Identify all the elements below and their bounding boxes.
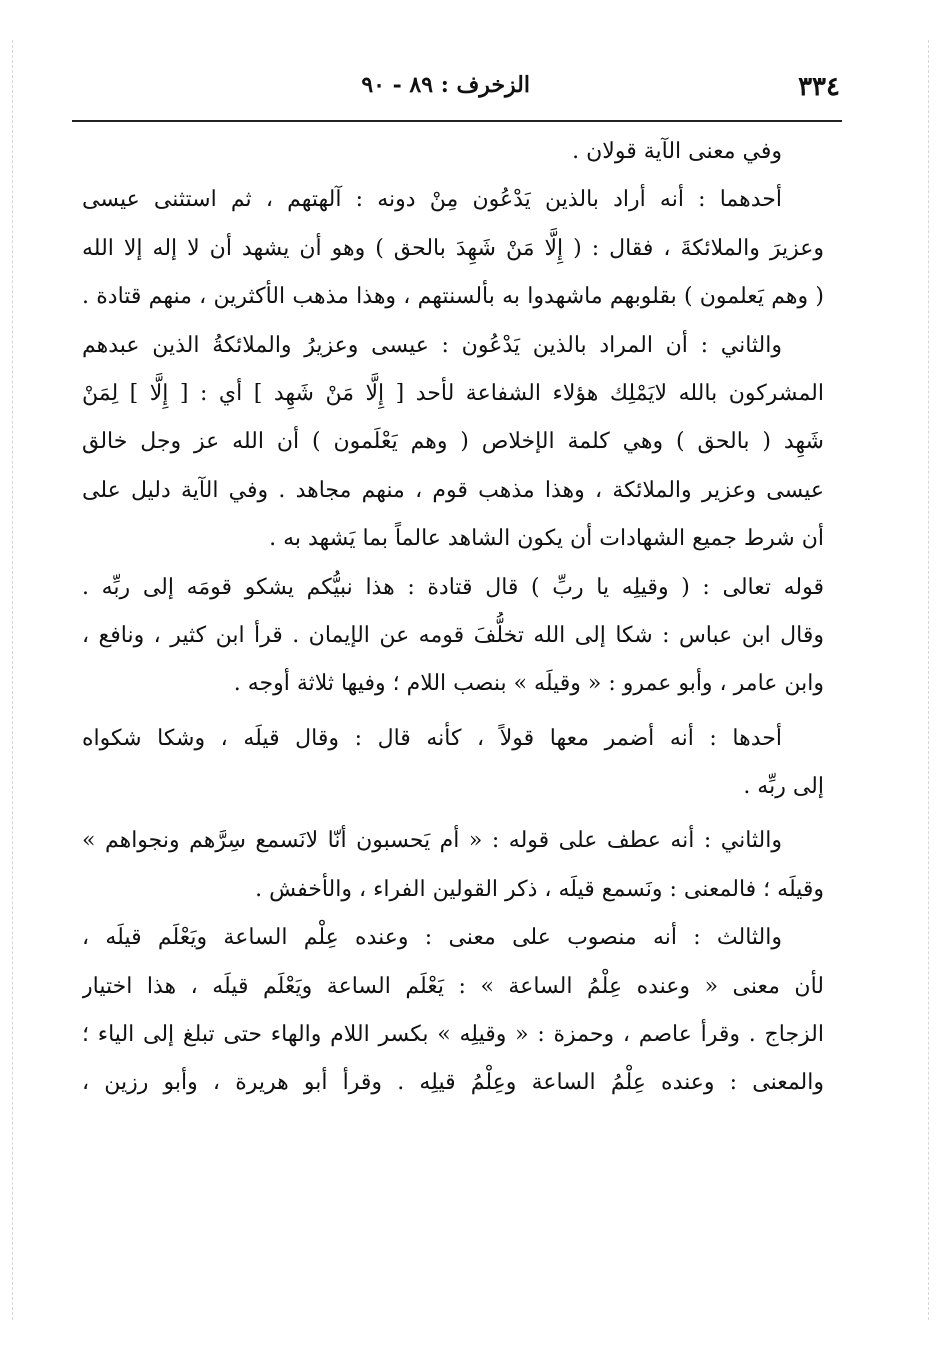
text-line: أحدهما : أنه أراد بالذين يَدْعُون مِنْ دونه : آلهتهم ، ثم استثنى عيسى [82, 187, 782, 213]
text-line: والثالث : أنه منصوب على معنى : وعنده عِلْم الساعة ويَعْلَم قيلَه ، [82, 925, 782, 951]
text-line: وقيلَه ؛ فالمعنى : ونَسمع قيلَه ، ذكر القولين الفراء ، والأخفش . [255, 876, 824, 902]
text-line: عيسى وعزير والملائكة ، وهذا مذهب قوم ، منهم مجاهد . وفي الآية دليل على [82, 477, 824, 503]
text-line: والثاني : أنه عطف على قوله : « أم يَحسبون أنّا لانَسمع سِرَّهم ونجواهم » [82, 828, 782, 854]
text-line: إلى ربِّه . [743, 774, 824, 800]
text-line: والمعنى : وعنده عِلْمُ الساعة وعِلْمُ قيلِه . وقرأ أبو هريرة ، وأبو رزين ، [82, 1070, 824, 1096]
page-header [80, 68, 840, 108]
text-line: أحدها : أنه أضمر معها قولاً ، كأنه قال : وقال قيلَه ، وشكا شكواه [82, 725, 782, 751]
text-line: المشركون بالله لايَمْلِك هؤلاء الشفاعة لأحد [ إِلَّا مَنْ شَهِد ] أي : [ إِلَّا ] لِمَنْ [82, 380, 824, 406]
page-number: ٣٣٤ [798, 72, 840, 102]
text-line: قوله تعالى : ( وقيلِه يا ربِّ ) قال قتادة : هذا نبيُّكم يشكو قومَه إلى ربِّه . [82, 574, 824, 600]
body-text [82, 128, 824, 1108]
text-line: شَهِد ( بالحق ) وهي كلمة الإخلاص ( وهم يَعْلَمون ) أن الله عز وجل خالق [82, 429, 824, 455]
running-title: الزخرف : ٨٩ - ٩٠ [361, 72, 530, 98]
margin-dash-left [12, 40, 13, 1320]
text-line: وفي معنى الآية قولان . [572, 139, 782, 164]
text-line: ( وهم يَعلمون ) بقلوبهم ماشهدوا به بألسنتهم ، وهذا مذهب الأكثرين ، منهم قتادة . [82, 284, 824, 310]
text-line: لأن معنى « وعنده عِلْمُ الساعة » : يَعْلَم الساعة ويَعْلَم قيلَه ، هذا اختيار [82, 973, 824, 999]
margin-dash-right [928, 40, 929, 1320]
text-line: وابن عامر ، وأبو عمرو : « وقيلَه » بنصب اللام ؛ وفيها ثلاثة أوجه . [233, 671, 824, 697]
text-line: الزجاج . وقرأ عاصم ، وحمزة : « وقيلِه » بكسر اللام والهاء حتى تبلغ إلى الياء ؛ [82, 1022, 824, 1048]
text-line: والثاني : أن المراد بالذين يَدْعُون : عيسى وعزيرُ والملائكةُ الذين عبدهم [82, 332, 782, 358]
header-rule [72, 120, 842, 122]
text-line: وقال ابن عباس : شكا إلى الله تخلُّفَ قومه عن الإيمان . قرأ ابن كثير ، ونافع ، [82, 622, 824, 648]
text-line: أن شرط جميع الشهادات أن يكون الشاهد عالماً بما يَشهد به . [269, 526, 824, 552]
text-line: وعزيرَ والملائكةَ ، فقال : ( إِلَّا مَنْ شَهِدَ بالحق ) وهو أن يشهد أن لا إله إلا الله [82, 235, 824, 261]
